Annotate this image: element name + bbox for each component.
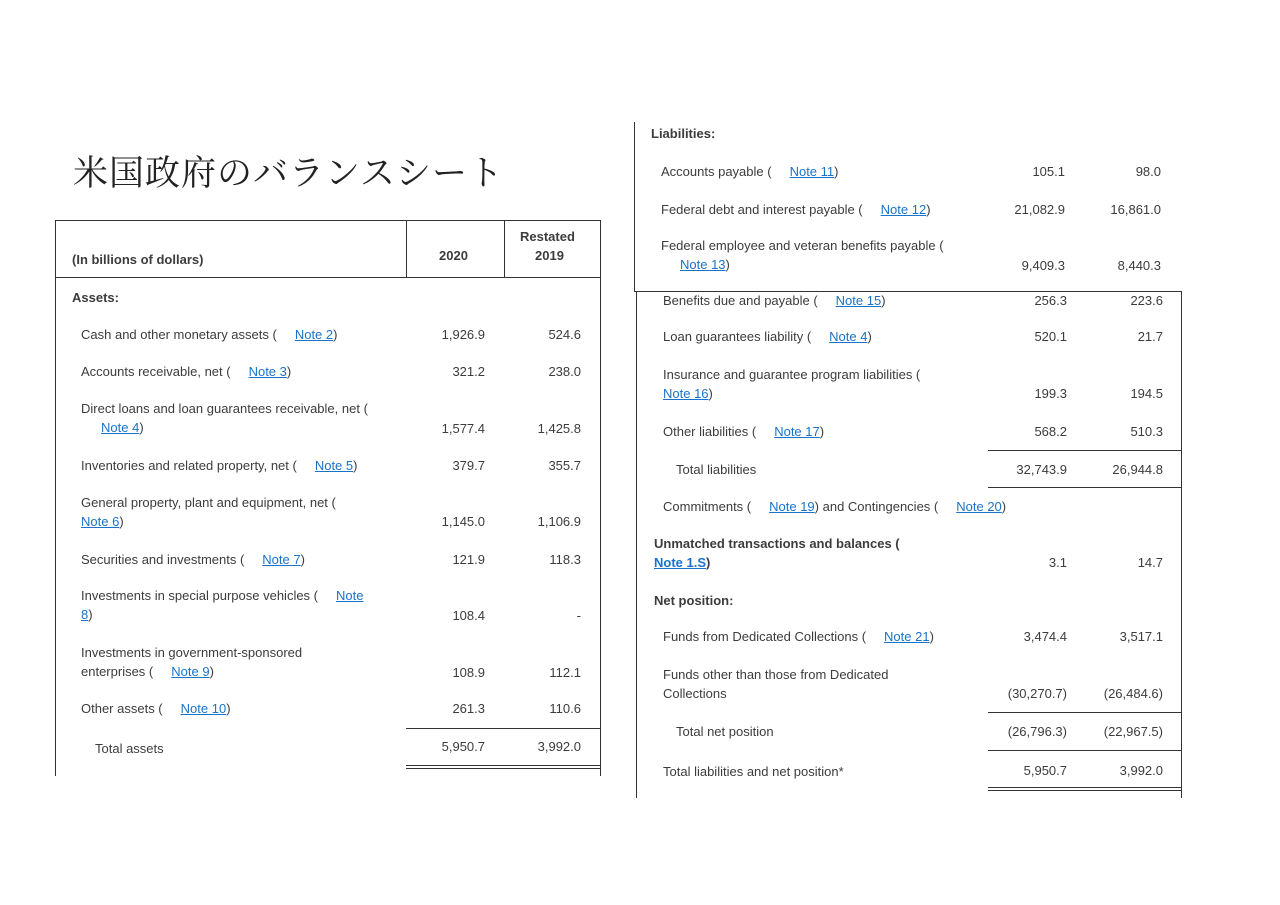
- value-2020: 121.9: [452, 552, 485, 567]
- note-link[interactable]: Note 4: [829, 329, 868, 344]
- total-liabilities-label: Total liabilities: [676, 462, 757, 477]
- total-double-rule: [406, 768, 600, 769]
- note-link[interactable]: Note 21: [884, 629, 930, 644]
- value-2020: 199.3: [1034, 386, 1067, 401]
- value-2020: 9,409.3: [1021, 258, 1065, 273]
- value-2019: 110.6: [549, 701, 581, 716]
- table-left-border: [55, 220, 56, 776]
- table-row: General property, plant and equipment, net ( Note 6): [81, 495, 336, 529]
- value-2020: 321.2: [452, 364, 485, 379]
- total-assets-label: Total assets: [95, 741, 164, 756]
- note-link[interactable]: Note 10: [180, 701, 227, 716]
- table-row: Accounts receivable, net ( Note 3): [81, 364, 292, 379]
- net-position-section-label: Net position:: [654, 593, 734, 608]
- value-2020: 1,926.9: [441, 327, 485, 342]
- table-row: Investments in special purpose vehicles ( Note 8): [81, 588, 364, 622]
- total-liabilities-2019: 26,944.8: [1112, 462, 1163, 477]
- note-link[interactable]: Note 1.S: [654, 555, 707, 570]
- table-right-border: [600, 220, 601, 776]
- value-2019: 8,440.3: [1117, 258, 1161, 273]
- value-2020: 379.7: [452, 458, 485, 473]
- header-bottom-border: [55, 277, 601, 278]
- header-col-divider: [406, 220, 407, 278]
- value-2019: 238.0: [548, 364, 581, 379]
- value-2019: 1,425.8: [537, 421, 581, 436]
- grand-total-double-rule: [988, 787, 1181, 788]
- table-row: Federal employee and veteran benefits payable ( Note 13): [661, 238, 944, 272]
- total-net-position-2020: (26,796.3): [1007, 724, 1067, 739]
- subtotal-rule: [988, 750, 1181, 751]
- col-2019-header-line1: Restated: [520, 229, 575, 244]
- grand-total-label: Total liabilities and net position*: [663, 764, 844, 779]
- total-double-rule: [406, 765, 600, 766]
- note-link[interactable]: Note 12: [880, 202, 927, 217]
- commitments-row: Commitments ( Note 19) and Contingencies ( Note 20): [663, 499, 1007, 514]
- value-2019: 98.0: [1135, 164, 1161, 179]
- note-link[interactable]: Note 17: [774, 424, 820, 439]
- value-2019: -: [576, 608, 581, 623]
- value-2019: 21.7: [1137, 329, 1163, 344]
- note-link[interactable]: 8: [81, 607, 89, 622]
- value-2019: 16,861.0: [1110, 202, 1161, 217]
- table-row: Funds from Dedicated Collections ( Note 21): [663, 629, 934, 644]
- value-2020: 3,474.4: [1023, 629, 1067, 644]
- table-row: Funds other than those from Dedicated Collections: [663, 667, 889, 701]
- note-link[interactable]: Note 6: [81, 514, 120, 529]
- units-header: (In billions of dollars): [72, 252, 204, 267]
- subtotal-rule: [988, 487, 1181, 488]
- value-2019: 112.1: [549, 665, 581, 680]
- value-2020: 1,145.0: [441, 514, 485, 529]
- value-2019: 510.3: [1130, 424, 1163, 439]
- value-2019: 355.7: [548, 458, 581, 473]
- note-link[interactable]: Note 13: [680, 257, 726, 272]
- total-top-rule: [406, 728, 600, 729]
- value-2019: 194.5: [1130, 386, 1163, 401]
- grand-total-double-rule: [988, 790, 1181, 791]
- value-2019: 524.6: [548, 327, 581, 342]
- lower-left-border: [636, 291, 637, 798]
- table-row: Insurance and guarantee program liabilities ( Note 16): [663, 367, 921, 401]
- table-row: Inventories and related property, net ( Note 5): [81, 458, 358, 473]
- upper-left-border: [634, 122, 635, 292]
- note-link[interactable]: Note 7: [262, 552, 301, 567]
- value-2020: 108.9: [452, 665, 485, 680]
- value-2020: 568.2: [1034, 424, 1067, 439]
- table-row: Other assets ( Note 10): [81, 701, 231, 716]
- note-link[interactable]: Note 20: [956, 499, 1002, 514]
- total-liabilities-2020: 32,743.9: [1016, 462, 1067, 477]
- total-net-position-2019: (22,967.5): [1103, 724, 1163, 739]
- note-link[interactable]: Note 19: [769, 499, 815, 514]
- table-row: Cash and other monetary assets ( Note 2): [81, 327, 338, 342]
- value-2019: 118.3: [549, 552, 581, 567]
- subtotal-rule: [988, 450, 1181, 451]
- value-2019: 3,517.1: [1119, 629, 1163, 644]
- unmatched-row: Unmatched transactions and balances ( Note 1.S): [654, 536, 900, 570]
- total-assets-2020: 5,950.7: [441, 739, 485, 754]
- value-2020: 108.4: [452, 608, 485, 623]
- table-row: Accounts payable ( Note 11): [661, 164, 839, 179]
- note-link[interactable]: Note 15: [835, 293, 882, 308]
- liabilities-section-label: Liabilities:: [651, 126, 716, 141]
- table-top-border: [55, 220, 601, 221]
- table-row: Federal debt and interest payable ( Note 12): [661, 202, 931, 217]
- value-2020: 261.3: [452, 701, 485, 716]
- value-2020: (30,270.7): [1007, 686, 1067, 701]
- value-2020: 21,082.9: [1014, 202, 1065, 217]
- grand-total-2019: 3,992.0: [1119, 763, 1163, 778]
- value-2020: 105.1: [1032, 164, 1065, 179]
- col-2020-header: 2020: [439, 248, 468, 263]
- note-link[interactable]: Note 11: [789, 164, 835, 179]
- note-link[interactable]: Note 5: [314, 458, 354, 473]
- total-net-position-label: Total net position: [676, 724, 774, 739]
- table-row: Benefits due and payable ( Note 15): [663, 293, 886, 308]
- header-col-divider: [504, 220, 505, 278]
- value-2019: 223.6: [1130, 293, 1163, 308]
- table-row: Investments in government-sponsored enterprises ( Note 9): [81, 645, 303, 679]
- value-2020: 1,577.4: [441, 421, 485, 436]
- assets-section-label: Assets:: [72, 290, 119, 305]
- col-2019-header-line2: 2019: [535, 248, 564, 263]
- table-row: Loan guarantees liability ( Note 4): [663, 329, 872, 344]
- table-row: Direct loans and loan guarantees receivable, net ( Note 4): [81, 401, 368, 435]
- note-link[interactable]: Note: [336, 588, 364, 603]
- note-link[interactable]: Note 4: [101, 420, 140, 435]
- right-border: [1181, 291, 1182, 798]
- value-2019: (26,484.6): [1103, 686, 1163, 701]
- subtotal-rule: [988, 712, 1181, 713]
- note-link[interactable]: Note 2: [294, 327, 334, 342]
- table-row: Securities and investments ( Note 7): [81, 552, 305, 567]
- snippet-divider: [634, 291, 1181, 292]
- value-2020: 520.1: [1034, 329, 1067, 344]
- value-2019: 14.7: [1137, 555, 1163, 570]
- value-2020: 256.3: [1034, 293, 1067, 308]
- slide-title: 米国政府のバランスシート: [73, 154, 504, 194]
- total-assets-2019: 3,992.0: [537, 739, 581, 754]
- value-2020: 3.1: [1048, 555, 1067, 570]
- grand-total-2020: 5,950.7: [1023, 763, 1067, 778]
- note-link[interactable]: Note 9: [171, 664, 210, 679]
- table-row: Other liabilities ( Note 17): [663, 424, 825, 439]
- note-link[interactable]: Note 16: [663, 386, 709, 401]
- value-2019: 1,106.9: [537, 514, 581, 529]
- note-link[interactable]: Note 3: [248, 364, 287, 379]
